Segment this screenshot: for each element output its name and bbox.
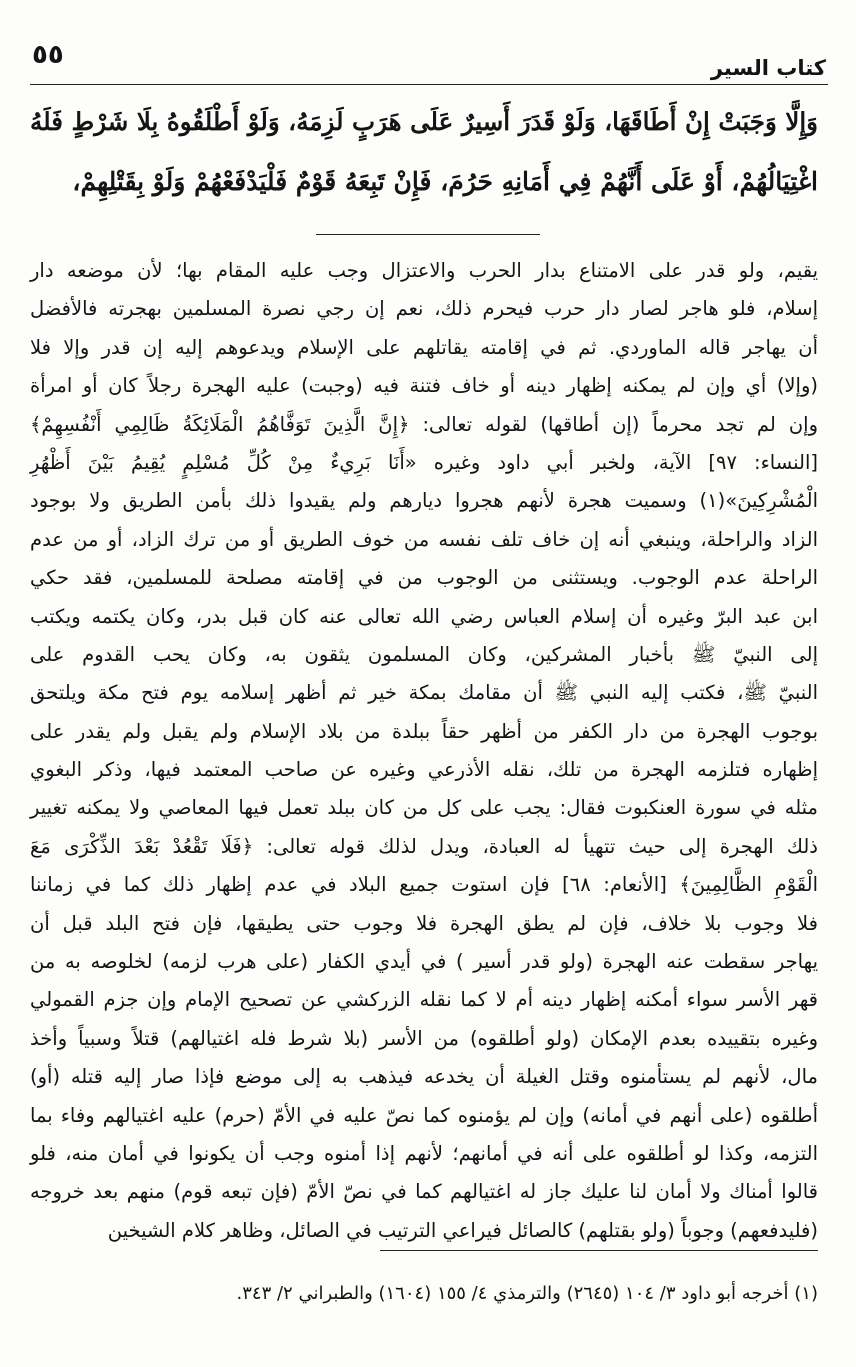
page-header: [32, 40, 826, 86]
commentary-line: النبيّ ﷺ، فكتب إليه النبي ﷺ أن مقامك بمكة خير ثم أظهر إسلامه يوم فتح مكة ويلتحق: [30, 681, 818, 705]
running-title: كتاب السير: [710, 56, 826, 80]
page-number: ٥٥: [32, 40, 64, 70]
commentary-line: أطلقوه (على أنهم في أمانه) وإن لم يؤمنوه كما نصّ عليه في الأمّ (حرم) عليه اغتيالهم وفاء بما: [30, 1103, 818, 1127]
commentary-line: أن يهاجر قاله الماوردي. ثم في إقامته يقاتلهم على الإسلام ويدعوهم إليه إن قدر وإلا فلا: [30, 335, 818, 359]
commentary-line: قهر الأسر سواء أمكنه إظهار دينه أم لا كما نقله الزركشي عن تصحيح الإمام وإن جزم القمولي: [30, 988, 818, 1012]
matn-divider: [316, 234, 540, 235]
footnote-divider: [380, 1250, 818, 1251]
commentary-line: ابن عبد البرّ وغيره أن إسلام العباس رضي الله تعالى عنه كان قبل بدر، وكان يكتمه ويكتب: [30, 604, 818, 628]
commentary-line: يهاجر سقطت عنه الهجرة (ولو قدر أسير ) في أيدي الكفار (على هرب لزمه) لخلوصه به من: [30, 950, 818, 974]
footnote: (١) أخرجه أبو داود ٣/ ١٠٤ (٢٦٤٥) والترمذي ٤/ ١٥٥ (١٦٠٤) والطبراني ٢/ ٣٤٣.: [236, 1283, 818, 1304]
commentary-line: (فليدفعهم) وجوباً (ولو بقتلهم) كالصائل فيراعي الترتيب في الصائل، وظاهر كلام الشيخين: [107, 1218, 818, 1242]
commentary-line: التزمه، وكذا لو أطلقوه على أنه في أمانهم؛ لأنهم إذا أمنوه وجب أن يكونوا في أمان منه، فلو: [30, 1141, 818, 1165]
matn-line: اغْتِيَالُهُمْ، أَوْ عَلَى أَنَّهُمْ فِي أَمَانِهِ حَرُمَ، فَإِنْ تَبِعَهُ قَوْمٌ فَلْيَدْفَعْهُمْ وَلَوْ بِقَتْلِهِمْ،: [72, 167, 818, 196]
commentary-line: ذلك الهجرة إلى حيث تتهيأ له العبادة، ويدل لذلك قوله تعالى: ﴿فَلَا تَقْعُدْ بَعْدَ الذِّكْرَى مَعَ: [30, 834, 818, 858]
commentary-line: الْمُشْرِكِينَ»(١) وسميت هجرة لأنهم هجروا ديارهم ولم يقيدوا ذلك بأمن الطريق ولا بوجود: [30, 489, 818, 513]
commentary-line: الراحلة عدم الوجوب. ويستثنى من الوجوب من في إقامته مصلحة للمسلمين، فقد حكي: [30, 566, 818, 590]
commentary-line: إسلام، فلو هاجر لصار دار حرب فيحرم ذلك، نعم إن رجي نصرة المسلمين بهجرته فالأفضل: [30, 297, 818, 321]
matn-text: [30, 92, 818, 212]
commentary-line: مال، لأنهم لم يستأمنوه وقتل الغيلة أن يخدعه فيذهب به إلى موضع فإذا صار إليه قتله (أو): [30, 1065, 818, 1089]
commentary-line: وإن لم تجد محرماً (إن أطاقها) لقوله تعالى: ﴿إِنَّ الَّذِينَ تَوَفَّاهُمُ الْمَلَائِكَةُ ظَالِمِي أَنْفُسِهِمْ﴾: [30, 412, 818, 436]
commentary-line: قالوا أمناك ولا أمان لنا عليك جاز له اغتيالهم كما في نصّ الأمّ (فإن تبعه قوم) منهم بعد خروجه: [30, 1180, 818, 1204]
commentary-line: إظهاره فتلزمه الهجرة من تلك، نقله الأذرعي وغيره عن صاحب المعتمد فيها، وذكر البغوي: [30, 758, 818, 782]
commentary-line: مثله في سورة العنكبوت فقال: يجب على كل من كان ببلد تعمل فيها المعاصي ولا يمكنه تغيير: [30, 796, 818, 820]
commentary-line: يقيم، ولو قدر على الامتناع بدار الحرب والاعتزال وجب عليه المقام بها؛ لأن موضعه دار: [30, 259, 818, 282]
commentary-line: الزاد والراحلة، وينبغي أنه إن خاف تلف نفسه من خوف الطريق أو من ترك الزاد، أو من عدم: [30, 527, 818, 551]
commentary-line: إلى النبيّ ﷺ بأخبار المشركين، وكان المسلمون يثقون به، وكان يحب القدوم على: [30, 642, 818, 666]
commentary-line: فلا وجوب بلا خلاف، فإن لم يطق الهجرة فلا وجوب حتى يطيقها، فإن فتح البلد قبل أن: [30, 911, 818, 935]
matn-line: وَإِلَّا وَجَبَتْ إِنْ أَطَاقَهَا، وَلَوْ قَدَرَ أَسِيرٌ عَلَى هَرَبٍ لَزِمَهُ، وَلَوْ أَطْلَقُوهُ بِلَا شَرْطٍ فَلَهُ: [30, 107, 818, 136]
commentary-line: بوجوب الهجرة من دار الكفر من أظهر حقاً ببلدة من بلاد الإسلام ولم يقبل ولم يقدر على: [30, 719, 818, 743]
commentary-line: (وإلا) أي وإن لم يمكنه إظهار دينه أو خاف فتنة فيه (وجبت) عليه الهجرة رجلاً كان أو امرأة: [30, 374, 818, 398]
header-divider: [30, 84, 828, 85]
commentary-text: [30, 252, 818, 1250]
commentary-line: [النساء: ٩٧] الآية، ولخبر أبي داود وغيره «أَنَا بَرِيءٌ مِنْ كُلِّ مُسْلِمٍ يُقِيمُ بَيْنَ أَظْهُرِ: [30, 450, 818, 474]
commentary-line: وغيره بتقييده بعدم الإمكان (ولو أطلقوه) من الأسر (بلا شرط فله اغتيالهم) قتلاً وسبياً وأخذ: [30, 1026, 818, 1050]
commentary-line: الْقَوْمِ الظَّالِمِينَ﴾ [الأنعام: ٦٨] فإن استوت جميع البلاد في عدم إظهار ذلك كما في زماننا: [30, 873, 818, 897]
